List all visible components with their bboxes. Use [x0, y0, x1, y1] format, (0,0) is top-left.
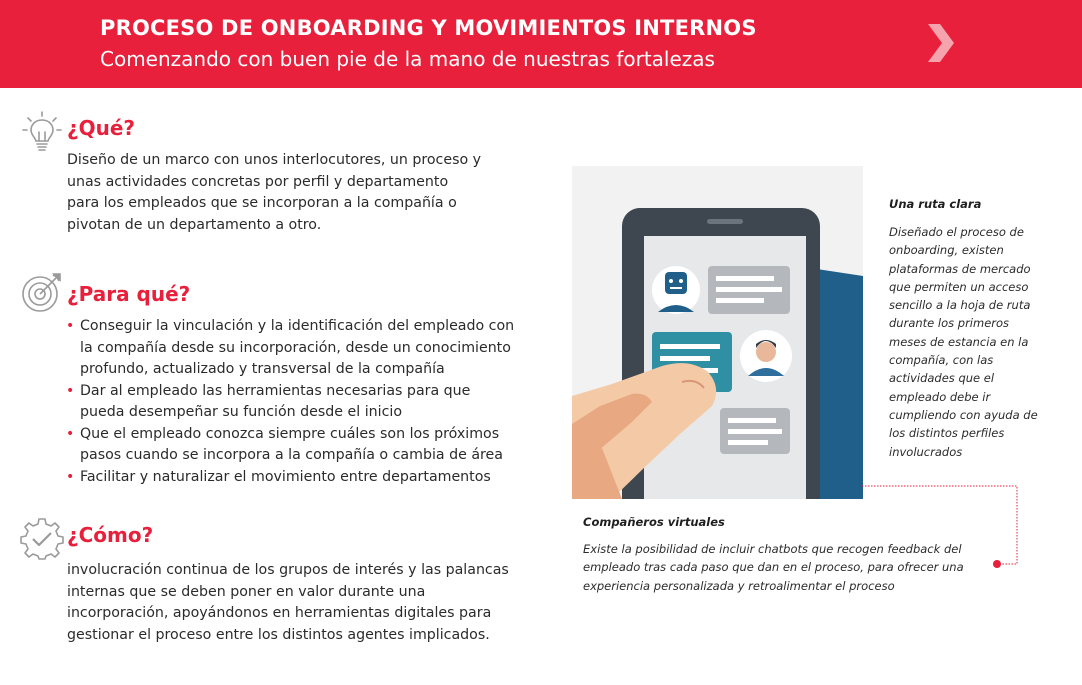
para-que-list — [66, 316, 536, 488]
ruta-line: durante los primeros — [889, 316, 1010, 331]
ruta-line: compañía, con las — [889, 353, 994, 368]
ruta-line: meses de estancia en la — [889, 334, 1029, 349]
section-title-que: ¿Qué? — [67, 116, 136, 140]
que-line: para los empleados que se incorporan a la compañía o — [67, 195, 457, 211]
chevron-right-icon — [926, 22, 956, 64]
que-line: unas actividades concretas por perfil y departamento — [67, 173, 449, 190]
como-paragraph — [67, 560, 509, 646]
companeros-line: Existe la posibilidad de incluir chatbots que recogen feedback del — [583, 542, 962, 556]
list-item — [66, 381, 536, 424]
list-item — [66, 316, 536, 381]
list-item — [66, 424, 536, 467]
companeros-text — [583, 540, 983, 595]
list-item-line: • Conseguir la vinculación y la identificación del empleado con — [80, 318, 515, 334]
ruta-line: onboarding, existen — [889, 243, 1004, 258]
page-subtitle: Comenzando con buen pie de la mano de nuestras fortalezas — [100, 47, 715, 71]
ruta-line: plataformas de mercado — [889, 261, 1031, 276]
que-line: pivotan de un departamento a otro. — [67, 216, 322, 233]
que-line: Diseño de un marco con unos interlocutores, un proceso y — [67, 152, 482, 168]
ruta-line: cumpliendo con ayuda de — [889, 407, 1038, 422]
target-icon — [20, 272, 64, 314]
companeros-line: experiencia personalizada y retroalimentar el proceso — [583, 578, 895, 593]
lightbulb-icon — [22, 110, 62, 154]
phone-chat-illustration — [572, 166, 863, 499]
list-item-line: • Facilitar y naturalizar el movimiento entre departamentos — [80, 468, 491, 485]
header-banner — [0, 0, 1082, 88]
como-line: gestionar el proceso entre los distintos agentes implicados. — [67, 626, 490, 643]
ruta-line: sencillo a la hoja de ruta — [889, 298, 1031, 313]
list-item-line: • Que el empleado conozca siempre cuáles son los próximos — [80, 425, 500, 442]
ruta-clara-text — [889, 223, 1059, 461]
ruta-clara-title: Una ruta clara — [889, 197, 982, 211]
section-title-como: ¿Cómo? — [67, 523, 154, 547]
list-item-line: pasos cuando se incorpora a la compañía o cambia de área — [80, 447, 503, 463]
ruta-line: empleado debe ir — [889, 389, 991, 404]
como-line: internas que se deben poner en valor durante una — [67, 583, 426, 600]
como-line: incorporación, apoyándonos en herramientas digitales para — [67, 605, 492, 621]
section-title-para-que: ¿Para qué? — [67, 282, 191, 306]
list-item-line: profundo, actualizado y transversal de la compañía — [80, 361, 445, 377]
list-item — [66, 467, 536, 489]
list-item-line: la compañía desde su incorporación, desde un conocimiento — [80, 339, 511, 356]
que-paragraph — [67, 150, 481, 236]
companeros-title: Compañeros virtuales — [583, 515, 725, 529]
list-item-line: • Dar al empleado las herramientas necesarias para que — [80, 382, 471, 399]
ruta-line: Diseñado el proceso de — [889, 225, 1024, 239]
ruta-line: actividades que el — [889, 371, 995, 386]
list-item-line: pueda desempeñar su función desde el inicio — [80, 404, 403, 420]
ruta-line: los distintos perfiles — [889, 426, 1005, 441]
companeros-line: empleado tras cada paso que dan en el proceso, para ofrecer una — [583, 560, 964, 575]
como-line: involucración continua de los grupos de interés y las palancas — [67, 562, 509, 578]
ruta-line: involucrados — [889, 444, 963, 459]
page-title: PROCESO DE ONBOARDING Y MOVIMIENTOS INTERNOS — [100, 16, 757, 40]
gear-check-icon — [20, 516, 64, 560]
ruta-line: que permiten un acceso — [889, 279, 1029, 294]
